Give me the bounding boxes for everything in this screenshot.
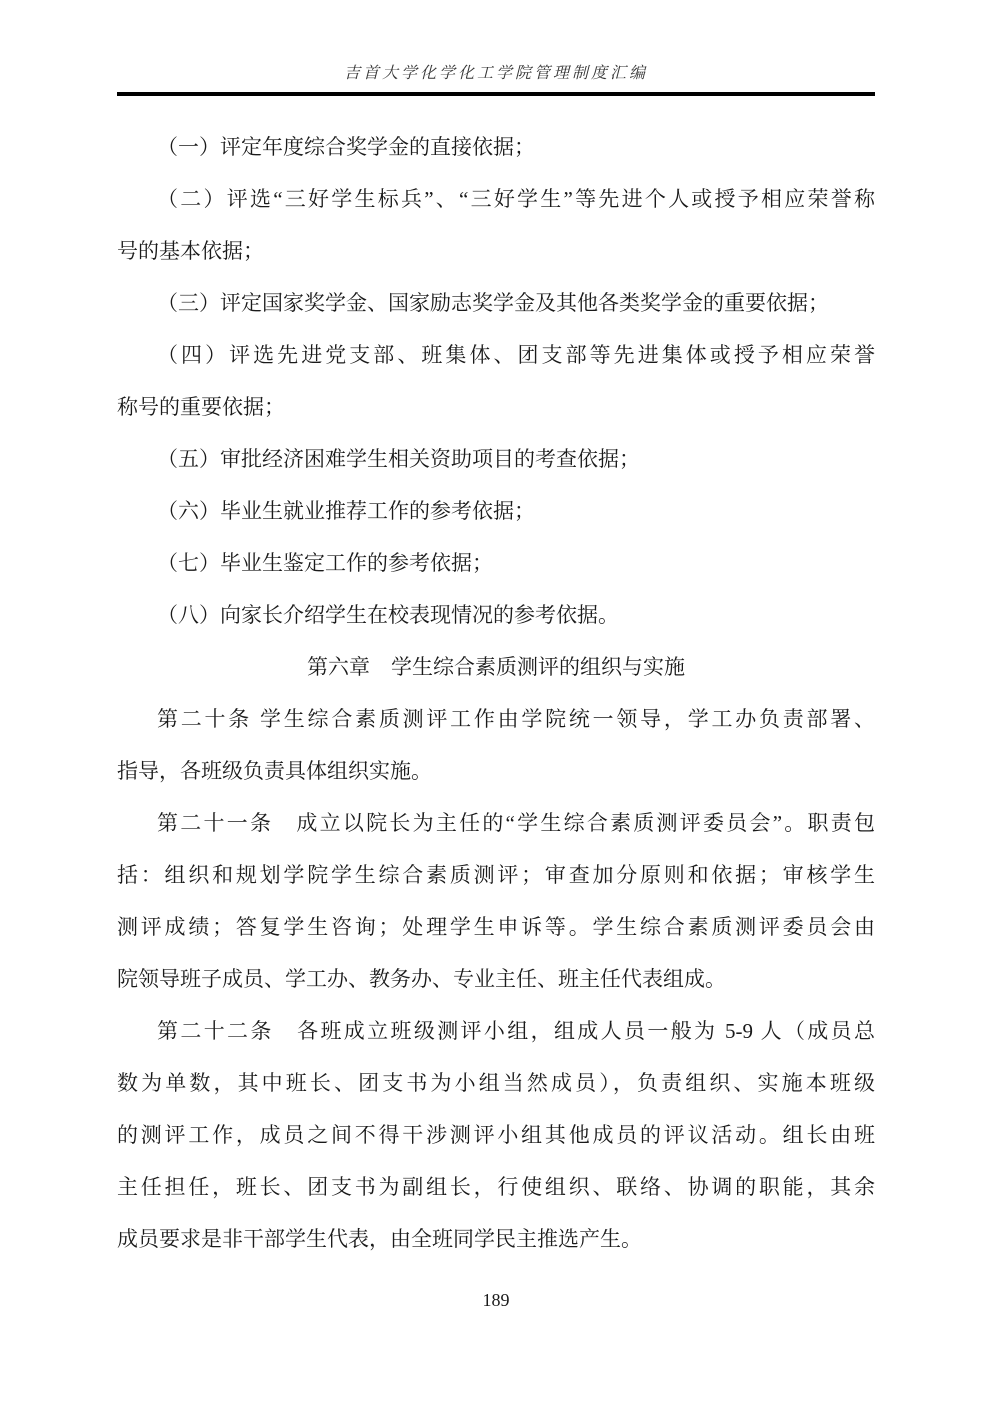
text-line: 主任担任，班长、团支书为副组长，行使组织、联络、协调的职能，其余: [117, 1175, 875, 1199]
text-line: （七）毕业生鉴定工作的参考依据；: [157, 551, 493, 575]
paragraph: [117, 329, 875, 433]
text-line: 括：组织和规划学院学生综合素质测评；审查加分原则和依据；审核学生: [117, 863, 875, 887]
text-line: 测评成绩；答复学生咨询；处理学生申诉等。学生综合素质测评委员会由: [117, 915, 875, 939]
text-line: 第二十二条 各班成立班级测评小组，组成人员一般为 5-9 人（成员总: [157, 1019, 875, 1043]
text-line: （五）审批经济困难学生相关资助项目的考查依据；: [157, 447, 640, 471]
paragraph: [117, 485, 875, 537]
text-line: 第六章 学生综合素质测评的组织与实施: [307, 655, 685, 679]
paragraph: [117, 121, 875, 173]
document-body: [117, 121, 875, 1265]
text-line: （二）评选“三好学生标兵”、“三好学生”等先进个人或授予相应荣誉称: [157, 187, 875, 211]
text-line: 称号的重要依据；: [117, 395, 285, 419]
page-header-title: 吉首大学化学化工学院管理制度汇编: [117, 60, 875, 96]
text-line: 第二十条 学生综合素质测评工作由学院统一领导，学工办负责部署、: [157, 707, 875, 731]
text-line: （八）向家长介绍学生在校表现情况的参考依据。: [157, 603, 619, 627]
chapter-heading: [117, 641, 875, 693]
paragraph: [117, 537, 875, 589]
text-line: 数为单数，其中班长、团支书为小组当然成员），负责组织、实施本班级: [117, 1071, 875, 1095]
paragraph: [117, 693, 875, 797]
paragraph: [117, 1005, 875, 1265]
paragraph: [117, 173, 875, 277]
text-line: （一）评定年度综合奖学金的直接依据；: [157, 135, 535, 159]
page-number: 189: [482, 1290, 510, 1310]
text-line: （四）评选先进党支部、班集体、团支部等先进集体或授予相应荣誉: [157, 343, 875, 367]
paragraph: [117, 277, 875, 329]
text-line: 第二十一条 成立以院长为主任的“学生综合素质测评委员会”。职责包: [157, 811, 875, 835]
text-line: 号的基本依据；: [117, 239, 264, 263]
paragraph: [117, 589, 875, 641]
text-line: （三）评定国家奖学金、国家励志奖学金及其他各类奖学金的重要依据；: [157, 291, 829, 315]
text-line: （六）毕业生就业推荐工作的参考依据；: [157, 499, 535, 523]
text-line: 指导，各班级负责具体组织实施。: [117, 759, 432, 783]
text-line: 成员要求是非干部学生代表，由全班同学民主推选产生。: [117, 1227, 642, 1251]
paragraph: [117, 797, 875, 1005]
paragraph: [117, 433, 875, 485]
text-line: 院领导班子成员、学工办、教务办、专业主任、班主任代表组成。: [117, 967, 726, 991]
text-line: 的测评工作，成员之间不得干涉测评小组其他成员的评议活动。组长由班: [117, 1123, 875, 1147]
